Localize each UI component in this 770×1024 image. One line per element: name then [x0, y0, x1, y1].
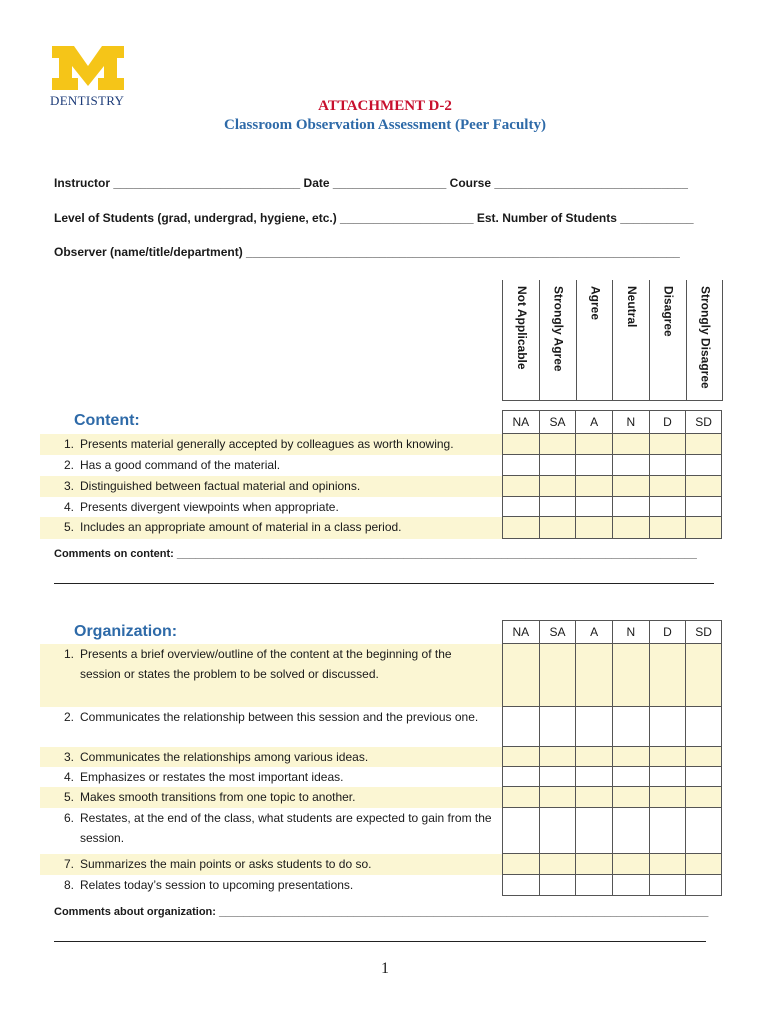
organization-row-3[interactable]: 3. Communicates the relationships among various ideas. [40, 747, 722, 767]
scale-col-na: Not Applicable [503, 280, 540, 400]
content-scale-header: NA SA A N D SD [502, 410, 722, 434]
organization-scale-header: NA SA A N D SD [502, 620, 722, 644]
organization-comments-line[interactable]: Comments about organization: ________________________________________________________________________________ [54, 906, 709, 918]
organization-row-1[interactable]: 1. Presents a brief overview/outline of the content at the beginning of the session or states the problem to be solved or discussed. [40, 644, 722, 707]
logo-text: DENTISTRY [50, 93, 125, 108]
scale-col-a: Agree [576, 280, 613, 400]
scale-col-sa: Strongly Agree [540, 280, 577, 400]
page-number: 1 [381, 960, 389, 977]
organization-row-4[interactable]: 4. Emphasizes or restates the most important ideas. [40, 767, 722, 787]
scale-col-n: Neutral [613, 280, 650, 400]
content-comments-line[interactable]: Comments on content: _____________________________________________________________________________________ [54, 548, 697, 560]
block-m-icon [50, 44, 126, 92]
scale-col-d: Disagree [650, 280, 687, 400]
content-heading: Content: [74, 412, 140, 429]
level-students-line[interactable]: Level of Students (grad, undergrad, hygiene, etc.) ____________________ Est. Number of Students ___________ [54, 211, 694, 225]
organization-heading: Organization: [74, 623, 178, 640]
form-subtitle: Classroom Observation Assessment (Peer Faculty) [224, 117, 546, 133]
organization-row-8[interactable]: 8. Relates today’s session to upcoming presentations. [40, 875, 722, 896]
scale-header-rotated [502, 280, 723, 401]
content-row-3[interactable]: 3. Distinguished between factual material and opinions. [40, 476, 722, 497]
organization-row-7[interactable]: 7. Summarizes the main points or asks students to do so. [40, 854, 722, 875]
content-row-2[interactable]: 2. Has a good command of the material. [40, 455, 722, 476]
attachment-title: ATTACHMENT D-2 [318, 98, 452, 114]
organization-row-5[interactable]: 5. Makes smooth transitions from one topic to another. [40, 787, 722, 808]
organization-row-2[interactable]: 2. Communicates the relationship between this session and the previous one. [40, 707, 722, 747]
content-row-4[interactable]: 4. Presents divergent viewpoints when appropriate. [40, 497, 722, 517]
instructor-date-course-line[interactable]: Instructor ____________________________ Date _________________ Course _____________________________ [54, 176, 688, 190]
content-row-5[interactable]: 5. Includes an appropriate amount of material in a class period. [40, 517, 722, 539]
observer-line[interactable]: Observer (name/title/department) _________________________________________________________________ [54, 245, 680, 259]
scale-col-sd: Strongly Disagree [686, 280, 723, 400]
organization-comments-extra-line [54, 941, 706, 942]
content-comments-extra-line [54, 583, 714, 584]
organization-row-6[interactable]: 6. Restates, at the end of the class, what students are expected to gain from the session. [40, 808, 722, 854]
content-row-1[interactable]: 1. Presents material generally accepted by colleagues as worth knowing. [40, 434, 722, 455]
